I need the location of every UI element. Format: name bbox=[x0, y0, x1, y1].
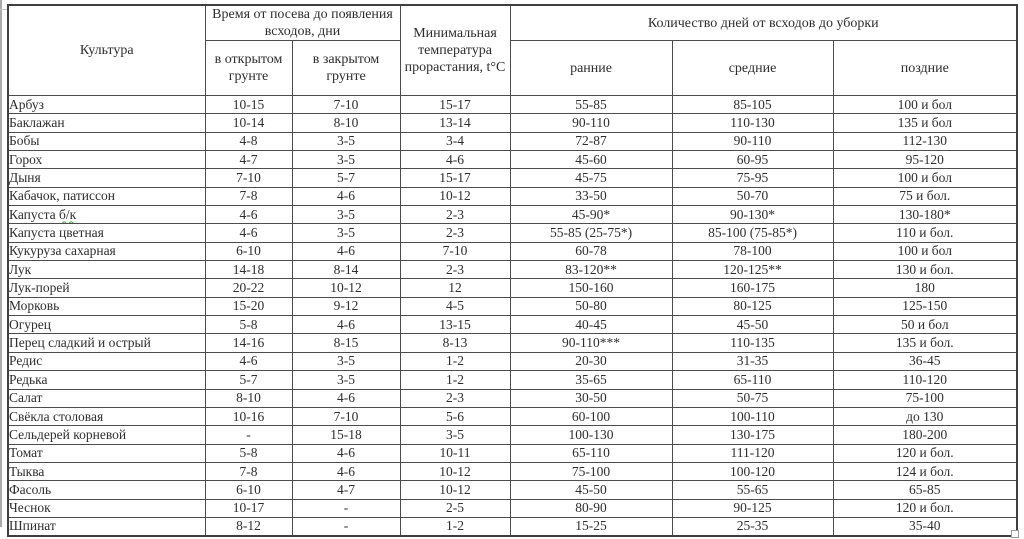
page-edge-line bbox=[0, 0, 2, 527]
cell-closed: 7-10 bbox=[292, 407, 400, 425]
cell-late: 100 и бол bbox=[833, 96, 1017, 114]
cell-middle: 60-95 bbox=[672, 151, 833, 169]
header-late: поздние bbox=[833, 41, 1017, 96]
cell-early: 60-78 bbox=[510, 242, 672, 260]
table-row bbox=[8, 517, 1017, 536]
cell-middle: 100-120 bbox=[672, 462, 833, 480]
cell-middle: 90-125 bbox=[672, 499, 833, 517]
cell-closed: 3-5 bbox=[292, 132, 400, 150]
cell-middle: 85-100 (75-85*) bbox=[672, 224, 833, 242]
cell-closed: 9-12 bbox=[292, 297, 400, 315]
cell-late: 95-120 bbox=[833, 151, 1017, 169]
cell-middle: 160-175 bbox=[672, 279, 833, 297]
cell-middle: 65-110 bbox=[672, 371, 833, 389]
header-group-sowing-time: Время от посева до появления всходов, дни bbox=[205, 5, 400, 41]
cell-early: 55-85 (25-75*) bbox=[510, 224, 672, 242]
cell-late: до 130 bbox=[833, 407, 1017, 425]
table-row bbox=[8, 334, 1017, 352]
cell-name: Сельдерей корневой bbox=[8, 426, 205, 444]
cell-temp: 1-2 bbox=[400, 352, 510, 370]
cell-temp: 15-17 bbox=[400, 169, 510, 187]
header-early: ранние bbox=[510, 41, 672, 96]
cell-early: 20-30 bbox=[510, 352, 672, 370]
cell-late: 112-130 bbox=[833, 132, 1017, 150]
cell-open: 4-6 bbox=[205, 206, 292, 224]
cell-temp: 10-11 bbox=[400, 444, 510, 462]
cell-late: 124 и бол. bbox=[833, 462, 1017, 480]
cell-temp: 2-5 bbox=[400, 499, 510, 517]
cell-late: 110-120 bbox=[833, 371, 1017, 389]
cell-late: 130-180* bbox=[833, 206, 1017, 224]
cell-closed: 4-6 bbox=[292, 242, 400, 260]
cell-temp: 10-12 bbox=[400, 187, 510, 205]
cell-late: 100 и бол bbox=[833, 242, 1017, 260]
table-resize-handle[interactable] bbox=[1011, 530, 1019, 538]
cell-open: 4-8 bbox=[205, 132, 292, 150]
cell-middle: 80-125 bbox=[672, 297, 833, 315]
cell-closed: 4-7 bbox=[292, 481, 400, 499]
table-row bbox=[8, 389, 1017, 407]
cell-middle: 111-120 bbox=[672, 444, 833, 462]
table-row bbox=[8, 114, 1017, 132]
cell-temp: 12 bbox=[400, 279, 510, 297]
cell-name: Чеснок bbox=[8, 499, 205, 517]
cell-name: Салат bbox=[8, 389, 205, 407]
cell-early: 45-50 bbox=[510, 481, 672, 499]
cell-temp: 8-13 bbox=[400, 334, 510, 352]
cell-open: 10-14 bbox=[205, 114, 292, 132]
cell-middle: 50-70 bbox=[672, 187, 833, 205]
header-middle: средние bbox=[672, 41, 833, 96]
cell-late: 100 и бол bbox=[833, 169, 1017, 187]
cell-middle: 90-110 bbox=[672, 132, 833, 150]
cell-open: 14-16 bbox=[205, 334, 292, 352]
cell-temp: 1-2 bbox=[400, 371, 510, 389]
cell-open: 7-8 bbox=[205, 462, 292, 480]
cell-early: 72-87 bbox=[510, 132, 672, 150]
cell-closed: 3-5 bbox=[292, 151, 400, 169]
cell-name: Томат bbox=[8, 444, 205, 462]
cell-middle: 130-175 bbox=[672, 426, 833, 444]
table-row bbox=[8, 499, 1017, 517]
cell-closed: 3-5 bbox=[292, 371, 400, 389]
table-row bbox=[8, 444, 1017, 462]
cell-early: 100-130 bbox=[510, 426, 672, 444]
cell-temp: 2-3 bbox=[400, 206, 510, 224]
cell-middle: 90-130* bbox=[672, 206, 833, 224]
cell-open: 7-8 bbox=[205, 187, 292, 205]
cell-early: 90-110*** bbox=[510, 334, 672, 352]
table-row bbox=[8, 206, 1017, 224]
cell-temp: 10-12 bbox=[400, 481, 510, 499]
table-row bbox=[8, 132, 1017, 150]
cell-early: 90-110 bbox=[510, 114, 672, 132]
cell-closed: 3-5 bbox=[292, 352, 400, 370]
cell-late: 180-200 bbox=[833, 426, 1017, 444]
cell-temp: 7-10 bbox=[400, 242, 510, 260]
cell-middle: 75-95 bbox=[672, 169, 833, 187]
cell-late: 120 и бол. bbox=[833, 499, 1017, 517]
header-min-temperature: Минимальная температура прорастания, t°С bbox=[400, 5, 510, 96]
cell-temp: 2-3 bbox=[400, 389, 510, 407]
table-row bbox=[8, 297, 1017, 315]
cell-closed: 4-6 bbox=[292, 462, 400, 480]
cell-middle: 31-35 bbox=[672, 352, 833, 370]
table-row bbox=[8, 151, 1017, 169]
table-row bbox=[8, 352, 1017, 370]
cell-open: 20-22 bbox=[205, 279, 292, 297]
cell-open: 4-6 bbox=[205, 224, 292, 242]
cell-name: Морковь bbox=[8, 297, 205, 315]
cell-open: 8-12 bbox=[205, 517, 292, 536]
cell-closed: 3-5 bbox=[292, 224, 400, 242]
cell-name: Огурец bbox=[8, 316, 205, 334]
cell-closed: 8-14 bbox=[292, 261, 400, 279]
cell-late: 180 bbox=[833, 279, 1017, 297]
cell-open: 10-17 bbox=[205, 499, 292, 517]
cell-temp: 15-17 bbox=[400, 96, 510, 114]
cell-middle: 55-65 bbox=[672, 481, 833, 499]
cell-late: 65-85 bbox=[833, 481, 1017, 499]
cell-closed: - bbox=[292, 499, 400, 517]
table-row bbox=[8, 371, 1017, 389]
cell-temp: 5-6 bbox=[400, 407, 510, 425]
cell-open: 6-10 bbox=[205, 481, 292, 499]
cell-temp: 3-5 bbox=[400, 426, 510, 444]
cell-closed: 8-15 bbox=[292, 334, 400, 352]
cell-name: Капуста цветная bbox=[8, 224, 205, 242]
cell-early: 30-50 bbox=[510, 389, 672, 407]
cell-temp: 13-14 bbox=[400, 114, 510, 132]
cell-open: - bbox=[205, 426, 292, 444]
cell-open: 10-16 bbox=[205, 407, 292, 425]
cell-open: 7-10 bbox=[205, 169, 292, 187]
cell-early: 150-160 bbox=[510, 279, 672, 297]
cell-closed: 8-10 bbox=[292, 114, 400, 132]
cell-name: Горох bbox=[8, 151, 205, 169]
cell-name: Шпинат bbox=[8, 517, 205, 536]
spellcheck-underlined-text: б/к bbox=[59, 206, 77, 222]
cell-closed: - bbox=[292, 517, 400, 536]
cell-open: 4-6 bbox=[205, 352, 292, 370]
header-closed-ground: в закрытом грунте bbox=[292, 41, 400, 96]
cell-name bbox=[8, 206, 205, 224]
cell-late: 135 и бол. bbox=[833, 334, 1017, 352]
cell-name: Тыква bbox=[8, 462, 205, 480]
cell-early: 75-100 bbox=[510, 462, 672, 480]
cell-closed: 4-6 bbox=[292, 389, 400, 407]
cell-middle: 78-100 bbox=[672, 242, 833, 260]
cell-middle: 120-125** bbox=[672, 261, 833, 279]
cell-middle: 100-110 bbox=[672, 407, 833, 425]
table-row bbox=[8, 481, 1017, 499]
cell-closed: 15-18 bbox=[292, 426, 400, 444]
cell-temp: 10-12 bbox=[400, 462, 510, 480]
cell-name: Редька bbox=[8, 371, 205, 389]
cell-temp: 2-3 bbox=[400, 224, 510, 242]
cell-closed: 4-6 bbox=[292, 316, 400, 334]
cell-name: Бобы bbox=[8, 132, 205, 150]
table-row bbox=[8, 224, 1017, 242]
cell-late: 110 и бол. bbox=[833, 224, 1017, 242]
cell-open: 5-8 bbox=[205, 316, 292, 334]
table-row bbox=[8, 261, 1017, 279]
cell-middle: 45-50 bbox=[672, 316, 833, 334]
cell-late: 35-40 bbox=[833, 517, 1017, 536]
cell-closed: 7-10 bbox=[292, 96, 400, 114]
cell-temp: 4-6 bbox=[400, 151, 510, 169]
table-row bbox=[8, 462, 1017, 480]
cell-open: 5-8 bbox=[205, 444, 292, 462]
cell-late: 50 и бол bbox=[833, 316, 1017, 334]
cell-name: Дыня bbox=[8, 169, 205, 187]
header-open-ground: в открытом грунте bbox=[205, 41, 292, 96]
cell-late: 130 и бол. bbox=[833, 261, 1017, 279]
cell-middle: 50-75 bbox=[672, 389, 833, 407]
table-row bbox=[8, 96, 1017, 114]
cell-middle: 110-130 bbox=[672, 114, 833, 132]
table-row bbox=[8, 279, 1017, 297]
cell-late: 75 и бол. bbox=[833, 187, 1017, 205]
page-edge-tick bbox=[0, 9, 7, 10]
cell-name: Лук-порей bbox=[8, 279, 205, 297]
cell-early: 45-90* bbox=[510, 206, 672, 224]
cell-late: 120 и бол. bbox=[833, 444, 1017, 462]
cell-name: Баклажан bbox=[8, 114, 205, 132]
table-row bbox=[8, 242, 1017, 260]
table-header bbox=[8, 5, 1017, 96]
cell-late: 75-100 bbox=[833, 389, 1017, 407]
cell-early: 40-45 bbox=[510, 316, 672, 334]
cell-name: Кабачок, патиссон bbox=[8, 187, 205, 205]
cell-name: Свёкла столовая bbox=[8, 407, 205, 425]
cell-open: 14-18 bbox=[205, 261, 292, 279]
cell-early: 65-110 bbox=[510, 444, 672, 462]
cell-name: Лук bbox=[8, 261, 205, 279]
cell-open: 5-7 bbox=[205, 371, 292, 389]
table-row bbox=[8, 407, 1017, 425]
cell-middle: 110-135 bbox=[672, 334, 833, 352]
cell-open: 8-10 bbox=[205, 389, 292, 407]
cell-open: 10-15 bbox=[205, 96, 292, 114]
cell-closed: 4-6 bbox=[292, 444, 400, 462]
cell-open: 15-20 bbox=[205, 297, 292, 315]
header-culture: Культура bbox=[8, 5, 205, 96]
cell-name: Кукуруза сахарная bbox=[8, 242, 205, 260]
cell-name: Перец сладкий и острый bbox=[8, 334, 205, 352]
cell-temp: 1-2 bbox=[400, 517, 510, 536]
cell-early: 50-80 bbox=[510, 297, 672, 315]
table-row bbox=[8, 426, 1017, 444]
table-row bbox=[8, 169, 1017, 187]
cell-middle: 25-35 bbox=[672, 517, 833, 536]
cell-closed: 4-6 bbox=[292, 187, 400, 205]
cell-early: 33-50 bbox=[510, 187, 672, 205]
table-row bbox=[8, 187, 1017, 205]
header-group-days-to-harvest: Количество дней от всходов до уборки bbox=[510, 5, 1017, 41]
crop-name-text: Капуста bbox=[9, 206, 60, 222]
cell-name: Редис bbox=[8, 352, 205, 370]
cell-temp: 3-4 bbox=[400, 132, 510, 150]
cell-early: 80-90 bbox=[510, 499, 672, 517]
cell-late: 125-150 bbox=[833, 297, 1017, 315]
cell-name: Фасоль bbox=[8, 481, 205, 499]
cell-early: 60-100 bbox=[510, 407, 672, 425]
cell-closed: 10-12 bbox=[292, 279, 400, 297]
cell-open: 6-10 bbox=[205, 242, 292, 260]
cell-early: 55-85 bbox=[510, 96, 672, 114]
cell-late: 135 и бол bbox=[833, 114, 1017, 132]
cell-early: 35-65 bbox=[510, 371, 672, 389]
cell-early: 45-75 bbox=[510, 169, 672, 187]
cell-name: Арбуз bbox=[8, 96, 205, 114]
cell-middle: 85-105 bbox=[672, 96, 833, 114]
cell-early: 15-25 bbox=[510, 517, 672, 536]
cell-temp: 2-3 bbox=[400, 261, 510, 279]
cell-open: 4-7 bbox=[205, 151, 292, 169]
cell-temp: 13-15 bbox=[400, 316, 510, 334]
cell-closed: 3-5 bbox=[292, 206, 400, 224]
table-row bbox=[8, 316, 1017, 334]
table-body bbox=[8, 96, 1017, 537]
cell-closed: 5-7 bbox=[292, 169, 400, 187]
cell-temp: 4-5 bbox=[400, 297, 510, 315]
cell-late: 36-45 bbox=[833, 352, 1017, 370]
vegetable-growing-table bbox=[7, 4, 1018, 537]
cell-early: 83-120** bbox=[510, 261, 672, 279]
cell-early: 45-60 bbox=[510, 151, 672, 169]
